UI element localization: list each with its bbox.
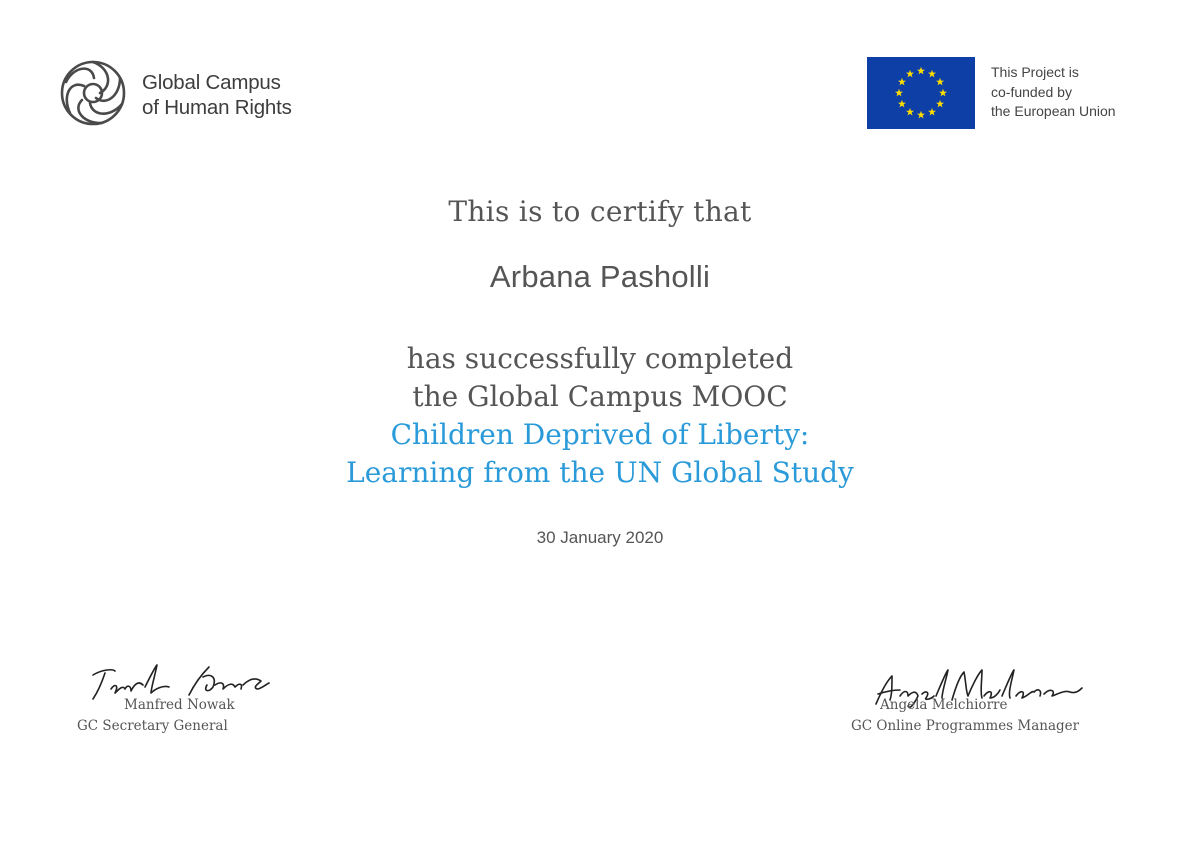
right-signatory-role: GC Online Programmes Manager [851,718,1080,734]
right-signatory-name: Angela Melchiorre [880,697,1008,713]
left-signatory-role: GC Secretary General [77,718,228,734]
left-signatory-name: Manfred Nowak [124,697,235,713]
eu-funding-line1: This Project is [991,64,1079,80]
completion-line2: the Global Campus MOOC [412,380,788,413]
eu-flag-icon [867,57,975,129]
certificate-date: 30 January 2020 [536,528,664,547]
eu-funding-text [991,63,1116,122]
eu-funding-line2: co-funded by [991,83,1072,100]
eu-funding-line3: the European Union [991,103,1116,119]
completion-line1: has successfully completed [406,342,794,375]
global-campus-logo-icon [58,58,128,128]
course-title-line2: Learning from the UN Global Study [346,456,854,489]
org-name-line1: Global Campus [142,71,281,94]
org-name [142,70,292,120]
certify-intro: This is to certify that [448,195,752,228]
org-name-line2: of Human Rights [142,96,292,119]
course-title-line1: Children Deprived of Liberty: [390,418,810,451]
recipient-name: Arbana Pasholli [489,259,711,294]
